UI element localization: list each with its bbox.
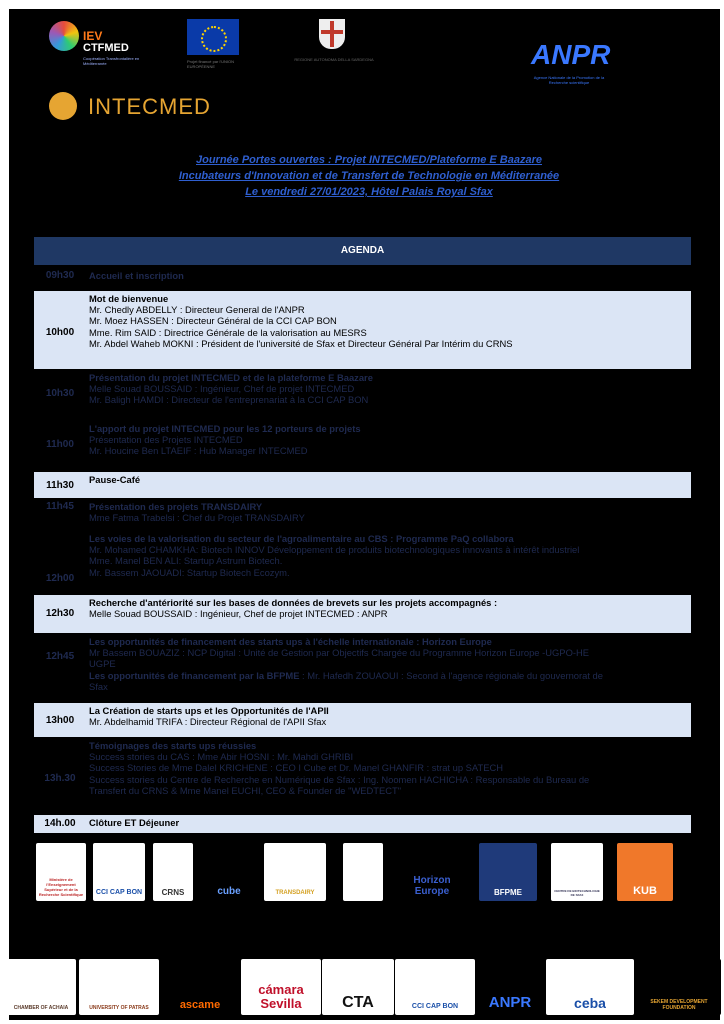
agenda-item-title: Recherche d'antériorité sur les bases de données de brevets sur les projets accompagnés : <box>89 597 498 608</box>
eu-flag-icon <box>187 19 239 55</box>
agenda-content <box>89 636 687 692</box>
agenda-item-title: Présentation des projets TRANSDAIRY <box>89 501 263 512</box>
sardinia-caption: REGIONE AUTONOMA DELLA SARDEGNA <box>294 57 374 62</box>
agenda-speaker-line: Mme Fatma Trabelsi : Chef du Projet TRANSDAIRY <box>89 512 305 524</box>
bfpme-logo <box>479 843 537 901</box>
agenda-content <box>89 597 687 619</box>
kub-label: KUB <box>633 885 657 897</box>
agenda-row <box>34 499 691 531</box>
sekem-label: SEKEM DEVELOPMENT FOUNDATION <box>650 999 708 1011</box>
agenda-speaker-line: Mr. Mohamed CHAMKHA: Biotech INNOV Développement de produits biotechnologiques innovants à intérêt industriel <box>89 544 580 556</box>
agenda-speaker-line: Les opportunités de financement par la BFPME : Mr. Hafedh ZOUAOUI : Second à l'agence régionale du gouvernorat de <box>89 669 603 681</box>
agenda-item-title: Accueil et inscription <box>89 270 184 281</box>
agenda-time: 10h30 <box>45 388 75 399</box>
university-patras-label: UNIVERSITY OF PATRAS <box>89 1005 149 1011</box>
sekem-logo <box>637 959 721 1015</box>
agenda-row <box>34 815 691 833</box>
iev-caption: Coopération Transfrontalière en Méditerranée <box>83 56 140 66</box>
agenda-content <box>89 293 687 349</box>
anpr-wordmark: ANPR <box>531 39 611 70</box>
cta-label: CTA <box>342 994 374 1011</box>
agenda-item-title: Présentation du projet INTECMED et de la plateforme E Baazare <box>89 372 373 383</box>
centre-biotech-label: CENTRE DE BIOTECHNOLOGIE DE SFAX <box>554 889 600 897</box>
ceba-logo <box>546 959 634 1015</box>
poster <box>9 9 720 1020</box>
intecmed-emblem-icon <box>49 92 77 120</box>
agenda-content <box>89 533 687 578</box>
camara-sevilla-label: cámara Sevilla <box>258 982 304 1011</box>
anpr-2-label: ANPR <box>488 994 532 1011</box>
transdairy-logo <box>264 843 326 901</box>
agenda-row <box>34 738 691 814</box>
agenda-time: 13h.30 <box>44 773 76 784</box>
agenda-speaker-line: Melle Souad BOUSSAID : Ingénieur, Chef de projet INTECMED <box>89 383 355 395</box>
agenda-speaker-line: Transfert du CRNS & Mme Manel EUCHI, CEO & Founder de "WEDTECT" <box>89 784 402 796</box>
agenda-speaker-line: Mr. Abdelhamid TRIFA : Directeur Régional de l'APII Sfax <box>89 716 327 728</box>
ministere-logo <box>36 843 86 901</box>
agenda-item-title: Témoignages des starts ups réussies <box>89 740 257 751</box>
intecmed-logo <box>49 92 219 124</box>
agenda-item-title: L'apport du projet INTECMED pour les 12 porteurs de projets <box>89 423 361 434</box>
cta-logo <box>322 959 394 1015</box>
agenda-content <box>89 705 687 727</box>
agenda-item-title: Mot de bienvenue <box>89 293 169 304</box>
agenda-row <box>34 472 691 498</box>
agenda-time: 09h30 <box>45 270 75 281</box>
iev-text: IEV <box>83 29 103 43</box>
agenda-speaker-line: Mme. Manel BEN ALI: Startup Astrum Biotech. <box>89 555 283 567</box>
chamber-achaia-logo <box>6 959 76 1015</box>
agenda-speaker-line: Sfax <box>89 680 108 692</box>
agenda-content <box>89 740 687 796</box>
agenda-row <box>34 370 691 420</box>
ctfmed-text: CTFMED <box>83 42 129 54</box>
crns-logo <box>153 843 193 901</box>
agenda-speaker-line: Success stories du CAS : Mme Abir HOSNI : Mr. Mahdi GHRIBI <box>89 751 354 763</box>
agenda-speaker-line: Mr. Moez HASSEN : Directeur Général de la CCI CAP BON <box>89 315 337 327</box>
agenda-time: 13h00 <box>45 715 75 726</box>
agenda-speaker-line: Présentation des Projets INTECMED <box>89 434 243 446</box>
agenda-speaker-line: Success Stories de Mme Dalel KRICHENE : CEO I Cube et Dr. Manel GHANFIR : strat up SATECH <box>89 762 504 774</box>
transdairy-label: TRANSDAIRY <box>275 890 315 896</box>
eu-logo <box>187 19 239 71</box>
agenda-time: 11h30 <box>46 480 74 491</box>
agenda-content <box>89 817 687 828</box>
camara-sevilla-logo <box>241 959 321 1015</box>
sardinia-logo <box>289 19 379 74</box>
agenda-content <box>89 372 687 406</box>
agenda-time: 10h00 <box>45 327 75 338</box>
event-titles <box>89 152 649 200</box>
university-patras-logo <box>79 959 159 1015</box>
bfpme-label: BFPME <box>494 888 522 897</box>
agenda-time: 12h30 <box>45 608 75 619</box>
agenda-row <box>34 268 691 288</box>
intecmed-wordmark: INTECMED <box>88 94 211 119</box>
agenda-heading: AGENDA <box>34 237 691 265</box>
cci-cap-bon-2-label: CCI CAP BON <box>411 1003 459 1010</box>
agenda-speaker-line: Melle Souad BOUSSAID : Ingénieur, Chef de projet INTECMED : ANPR <box>89 608 388 620</box>
agenda-row <box>34 634 691 702</box>
agenda-item-title: Clôture ET Déjeuner <box>89 817 180 828</box>
agenda-item-title: Pause-Café <box>89 474 141 485</box>
agenda-content <box>89 474 687 485</box>
crns-label: CRNS <box>161 888 185 897</box>
anpr-logo <box>527 39 611 89</box>
agenda-content <box>89 270 687 281</box>
partner-flag-logo <box>343 843 383 901</box>
horizon-europe-label: Horizon Europe <box>413 875 451 897</box>
anpr-2-logo <box>477 959 543 1015</box>
agenda-speaker-line: UGPE <box>89 658 116 670</box>
agenda-speaker-line: Mr. Houcine Ben LTAEIF : Hub Manager INTECMED <box>89 445 308 457</box>
kub-logo <box>617 843 673 901</box>
eu-caption: Projet financé par l'UNION EUROPÉENNE <box>187 59 235 69</box>
agenda-item-title: Les voies de la valorisation du secteur de l'agroalimentaire au CBS : Programme PaQ collabora <box>89 533 514 544</box>
cci-cap-bon-2-logo <box>395 959 475 1015</box>
ministere-label: Ministère de l'Enseignement Supérieur et de la Recherche Scientifique <box>38 877 84 897</box>
anpr-caption: Agence Nationale de la Promotion de la Recherche scientifique <box>533 75 605 85</box>
agenda-speaker-line: Mr Bassem BOUAZIZ : NCP Digital : Unité de Gestion par Objectifs Chargée du Programme Horizon Europe -UGPO-HE <box>89 647 590 659</box>
agenda-speaker-line: Mr. Chedly ABDELLY : Directeur General de l'ANPR <box>89 304 305 316</box>
agenda-item-title: La Création de starts ups et les Opportunités de l'APII <box>89 705 329 716</box>
agenda-speaker-line: Mr. Bassem JAOUADI: Startup Biotech Ecozym. <box>89 566 290 578</box>
cci-cap-bon-label: CCI CAP BON <box>95 889 143 896</box>
ceba-label: ceba <box>574 995 606 1011</box>
agenda-row <box>34 595 691 633</box>
agenda-speaker-line: Mr. Baligh HAMDI : Directeur de l'entreprenariat à la CCI CAP BON <box>89 394 369 406</box>
agenda-time: 11h45 <box>46 501 74 512</box>
agenda-time: 12h00 <box>45 573 75 584</box>
event-title-3: Le vendredi 27/01/2023, Hôtel Palais Royal Sfax <box>245 186 493 198</box>
agenda-time: 14h.00 <box>44 818 76 829</box>
rainbow-star-icon <box>49 21 79 51</box>
agenda-speaker-line: Mr. Abdel Waheb MOKNI : Président de l'université de Sfax et Directeur Général Par Intérim du CRNS <box>89 337 513 349</box>
centre-biotech-logo <box>551 843 603 901</box>
agenda-speaker-line: Mme. Rim SAID : Directrice Générale de la valorisation au MESRS <box>89 326 367 338</box>
agenda-time: 12h45 <box>45 651 75 662</box>
agenda-row <box>34 703 691 737</box>
agenda-item-title: Les opportunités de financement des starts ups à l'échelle internationale : Horizon Europe <box>89 636 492 647</box>
iev-ctfmed-logo <box>49 19 159 71</box>
agenda-content <box>89 501 687 523</box>
agenda-row <box>34 291 691 369</box>
chamber-achaia-label: CHAMBER OF ACHAIA <box>13 1005 69 1011</box>
event-title-1: Journée Portes ouvertes : Projet INTECMED/Plateforme E Baazare <box>196 154 542 166</box>
agenda-row <box>34 421 691 471</box>
icube-logo <box>203 843 255 901</box>
agenda-speaker-line: Success stories du Centre de Recherche en Numérique de Sfax : Ing. Noomen HACHICHA : Responsable du Bureau de <box>89 773 590 785</box>
agenda-row <box>34 531 691 593</box>
event-title-2: Incubateurs d'Innovation et de Transfert de Technologie en Méditerranée <box>178 170 560 182</box>
agenda-time: 11h00 <box>46 439 74 450</box>
ascame-logo <box>161 959 239 1015</box>
horizon-europe-logo <box>401 843 463 901</box>
cci-cap-bon-logo <box>93 843 145 901</box>
agenda-content <box>89 423 687 457</box>
icube-label: cube <box>217 886 241 897</box>
ascame-label: ascame <box>179 999 221 1011</box>
